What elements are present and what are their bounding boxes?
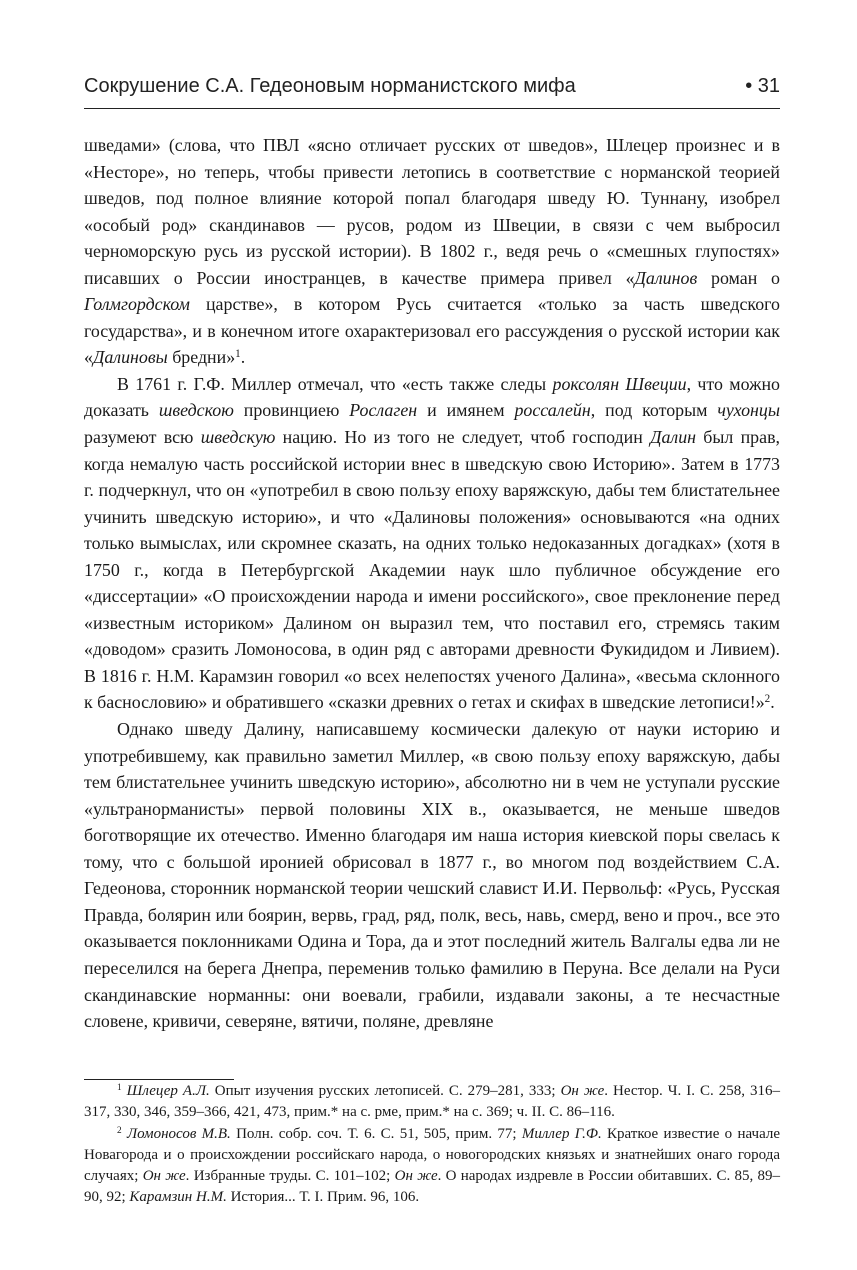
footnote-text: Опыт изучения русских летописей. С. 279–281, 333; [209,1083,561,1099]
running-header [84,72,780,109]
italic-run: роксолян Швеции [552,373,687,394]
italic-run: чухонцы [717,400,780,421]
footnote-text: . Нестор. Ч. I. С. 258, 316–317, 330, 346, 359–366, 421, 473, прим.* на с. рме, прим.* на с. 369; ч. II. С. 86–116. [84,1083,780,1121]
footnote-divider [84,1079,234,1080]
footnote-ref-1: 1 [235,348,241,361]
footnote-1 [84,1081,780,1124]
italic-run: Далин [650,427,697,448]
footnote-author: Шлецер А.Л. [126,1083,210,1099]
italic-run: россалейн [514,400,591,421]
paragraph-1 [84,132,780,371]
text-run: и имянем [417,400,515,421]
italic-run: шведскою [158,400,234,421]
text-run: нацию. Но из того не следует, чтоб господин [275,427,651,448]
paragraph-2 [84,371,780,716]
text-run: бредни» [167,347,236,368]
italic-run: Рослаген [349,400,418,421]
footnotes [84,1081,780,1209]
italic-run: Голмгордском [84,294,190,315]
text-run: разумеют всю [84,427,201,448]
footnote-text: История... Т. I. Прим. 96, 106. [226,1189,420,1206]
text-run: В 1761 г. Г.Ф. Миллер отмечал, что «есть также следы [117,373,553,394]
text-run: . [770,692,775,713]
footnote-author: Ломоносов М.В. [126,1125,231,1142]
text-run: провинциею [233,400,350,421]
page-number: • 31 [745,75,780,97]
footnote-text: . О народах издревле в России обитавших. С. 85, 89–90, 92; [84,1168,781,1206]
running-title: Сокрушение С.А. Гедеоновым норманистского мифа [84,75,576,97]
text-run: . [240,347,246,368]
text-run: роман о [697,267,780,288]
text-run: царстве», в котором Русь считается «только за часть шведского государства», и в конечном итоге охарактеризовал его рассуждения о русской истории как « [84,294,780,368]
italic-run: Далинов [634,267,698,288]
footnote-text: Краткое известие о начале Новагорода и о происхождении российскаго народа, о новогородских князьях и знатнейших онаго города случаях; [84,1125,781,1185]
footnote-number: 2 [117,1125,122,1136]
footnote-number: 1 [117,1082,122,1093]
footnote-author: Он же [142,1168,186,1185]
footnote-text: Полн. собр. соч. Т. 6. С. 51, 505, прим. 77; [230,1125,522,1142]
italic-run: шведскую [200,427,276,448]
footnote-text: . Избранные труды. С. 101–102; [185,1168,395,1185]
footnote-ref-2: 2 [764,693,771,706]
footnote-2 [84,1124,780,1209]
italic-run: Далиновы [92,347,168,368]
text-run: Однако шведу Далину, написавшему космически далекую от науки историю и употребившему, как правильно заметил Миллер, «в свою пользу епоху варяжскую, дабы тем блистательнее учинить шведскую историю», абсолютно ни в чем не уступали русские «ультранорманисты» первой половины XIX в., оказывается, не меньше шведов боготворящие их отечество. Именно благодаря им наша история киевской поры свелась к тому, что с большой иронией обрисовал в 1877 г., во многом под воздействием С.А. Гедеонова, сторонник норманской теории чешский славист И.И. Первольф: «Русь, Русская Правда, болярин или боярин, вервь, град, ряд, полк, весь, навь, смерд, вено и проч., все это оказывается поклонниками Одина и Тора, да и этот последний житель Валгалы едва ли не переселился на берега Днепра, переменив только фамилию в Перуна. Все делали на Руси скандинавские норманны: они воевали, грабили, издавали законы, а те несчастные словене, кривичи, северяне, вятичи, поляне, древляне [84,719,780,1032]
text-run: был прав, когда немалую часть российской истории внес в шведскую свою Историю». Затем в 1773 г. подчеркнул, что он «употребил в свою пользу епоху варяжскую, дабы тем блистательнее учинить шведскую историю», и что «Далиновы положения» основываются «на одних только вымыслах, или скромнее сказать, на одних только недоказанных догадках» (хотя в 1750 г., когда в Петербургской Академии наук шло публичное обсуждение его «диссертации» «О происхождении народа и имени российского», свое преклонение перед «известным историком» Далином он выразил тем, что поставил его, стремясь таким «доводом» сразить Ломоносова, в один ряд с авторами древности Фукидидом и Ливием). В 1816 г. Н.М. Карамзин говорил «о всех нелепостях ученого Далина», «весьма склонного к баснословию» и обратившего «сказки древних о гетах и скифах в шведские летописи!» [84,427,780,713]
text-run: , что можно доказать [84,373,780,421]
main-text [84,132,780,1035]
footnote-author: Карамзин Н.М. [129,1189,227,1206]
paragraph-3 [84,716,780,1035]
text-run: шведами» (слова, что ПВЛ «ясно отличает русских от шведов», Шлецер произнес и в «Несторе», но теперь, чтобы привести летопись в соответствие с норманской теорией шведов, под полное влияние которой попал благодаря шведу Ю. Туннану, изобрел «особый род» скандинавов — русов, родом из Швеции, в связи с чем выбросил черноморскую русь из русской истории). В 1802 г., ведя речь о «смешных глупостях» писавших о России иностранцев, в качестве примера привел « [84,135,780,288]
footnote-author: Он же [394,1168,438,1185]
text-run: , под которым [590,400,718,421]
footnote-author: Миллер Г.Ф. [521,1125,602,1142]
footnote-author: Он же [560,1083,605,1099]
